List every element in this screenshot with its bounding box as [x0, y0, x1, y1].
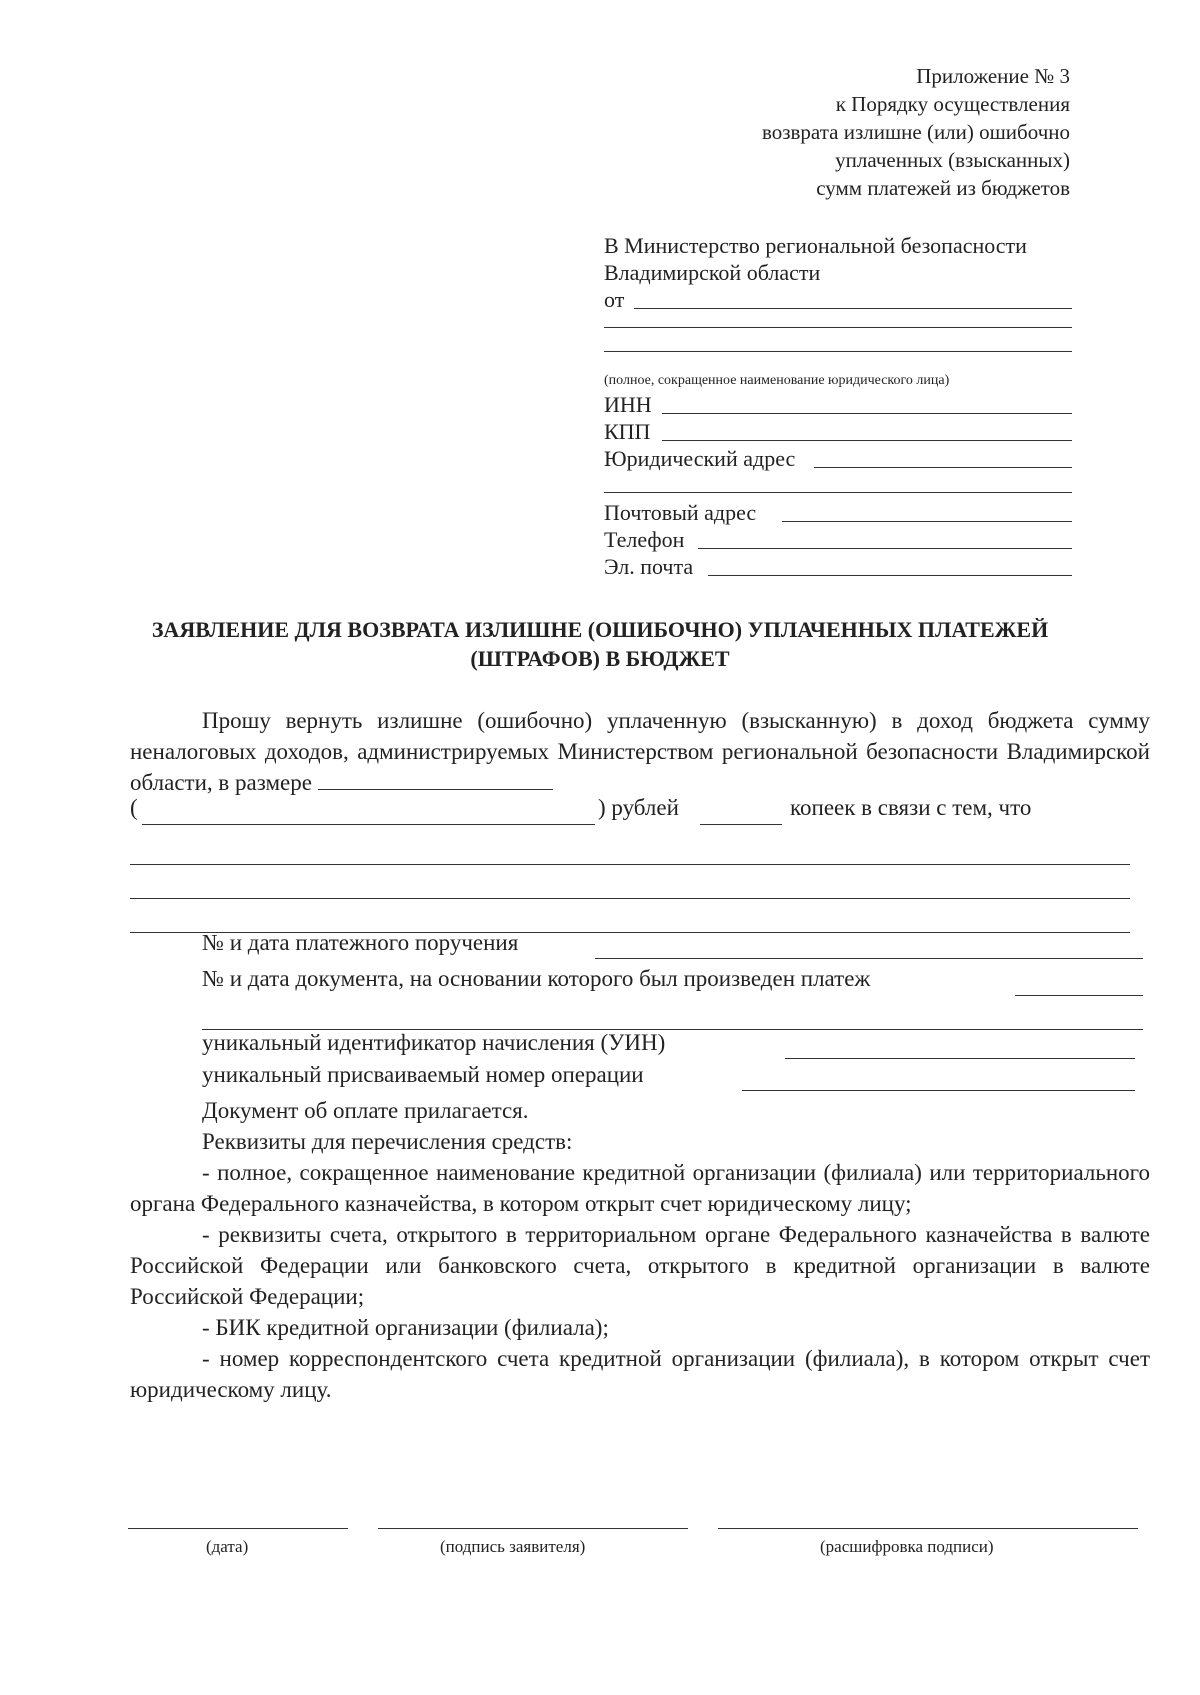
appendix-line: сумм платежей из бюджетов — [816, 176, 1070, 200]
from-blank-line[interactable] — [634, 308, 1072, 309]
postal-address-label: Почтовый адрес — [604, 500, 757, 525]
appendix-line: Приложение № 3 — [916, 64, 1070, 88]
legal-address-field[interactable] — [604, 445, 1074, 472]
name-blank-line[interactable] — [604, 351, 1072, 352]
from-label: от — [604, 287, 625, 312]
inn-field[interactable] — [604, 391, 1074, 418]
postal-address-blank-line[interactable] — [782, 521, 1072, 522]
signature-decoding-blank-line[interactable] — [718, 1528, 1138, 1529]
appendix-header — [762, 62, 1070, 202]
requisite-item: - реквизиты счета, открытого в территориальном органе Федерального казначейства в валюте Российской Федерации или банковского счета, открытого в кредитной организации в валюте Российской Федерации; — [130, 1222, 1150, 1309]
postal-address-field[interactable] — [604, 499, 1074, 526]
paren-open: ( — [130, 795, 138, 820]
legal-address-blank-line[interactable] — [604, 492, 1072, 493]
appendix-line: уплаченных (взысканных) — [835, 148, 1070, 172]
document-basis-label: № и дата документа, на основании которого был произведен платеж — [202, 966, 871, 991]
amount-words-blank-line[interactable] — [142, 824, 595, 825]
kpp-blank-line[interactable] — [662, 440, 1072, 441]
kpp-label: КПП — [604, 419, 651, 444]
name-field-line[interactable] — [604, 340, 1074, 367]
name-field-line[interactable] — [604, 313, 1074, 340]
reason-blank-line[interactable] — [130, 864, 1130, 865]
appendix-line: возврата излишне (или) ошибочно — [761, 120, 1070, 144]
name-caption: (полное, сокращенное наименование юридического лица) — [604, 373, 950, 388]
legal-address-label: Юридический адрес — [604, 446, 796, 471]
request-text: Прошу вернуть излишне (ошибочно) уплаченную (взысканную) в доход бюджета сумму неналоговых доходов, администрируемых Министерством региональной безопасности Владимирской области, в размере — [130, 708, 1150, 795]
payment-order-label: № и дата платежного поручения — [202, 930, 519, 955]
reason-blank-line[interactable] — [130, 898, 1130, 899]
rubles-text: ) рублей — [598, 795, 679, 820]
email-blank-line[interactable] — [708, 575, 1072, 576]
email-field[interactable] — [604, 553, 1074, 580]
from-field[interactable] — [604, 286, 1074, 313]
phone-field[interactable] — [604, 526, 1074, 553]
request-paragraph — [130, 705, 1150, 798]
kopecks-text: копеек в связи с тем, что — [790, 795, 1032, 820]
requisites-block — [130, 1095, 1150, 1405]
date-blank-line[interactable] — [128, 1528, 348, 1529]
addressee-block — [604, 232, 1074, 580]
addressee-region: Владимирской области — [604, 260, 821, 285]
requisite-item: - БИК кредитной организации (филиала); — [202, 1315, 609, 1340]
document-title — [120, 615, 1080, 673]
inn-label: ИНН — [604, 392, 652, 417]
requisite-item: - полное, сокращенное наименование кредитной организации (филиала) или территориального органа Федерального казначейства, в котором открыт счет юридическому лицу; — [130, 1160, 1150, 1216]
requisites-header: Реквизиты для перечисления средств: — [202, 1129, 573, 1154]
document-basis-blank-line[interactable] — [1015, 995, 1143, 996]
amount-blank-line[interactable] — [318, 769, 553, 790]
addressee-line — [604, 232, 1074, 259]
signature-decoding-caption: (расшифровка подписи) — [820, 1537, 994, 1556]
name-blank-line[interactable] — [604, 327, 1072, 328]
payment-order-blank-line[interactable] — [595, 958, 1143, 959]
addressee-line — [604, 259, 1074, 286]
inn-blank-line[interactable] — [662, 413, 1072, 414]
legal-address-blank-line[interactable] — [814, 467, 1072, 468]
addressee-ministry: В Министерство региональной безопасности — [604, 233, 1027, 258]
signature-blank-line[interactable] — [378, 1528, 688, 1529]
operation-number-blank-line[interactable] — [742, 1090, 1135, 1091]
title-line-1: ЗАЯВЛЕНИЕ ДЛЯ ВОЗВРАТА ИЗЛИШНЕ (ОШИБОЧНО) УПЛАЧЕННЫХ ПЛАТЕЖЕЙ — [151, 617, 1049, 642]
signature-caption: (подпись заявителя) — [440, 1537, 586, 1556]
appendix-line: к Порядку осуществления — [835, 92, 1070, 116]
attached-note: Документ об оплате прилагается. — [202, 1098, 529, 1123]
phone-blank-line[interactable] — [698, 548, 1072, 549]
phone-label: Телефон — [604, 527, 685, 552]
uin-label: уникальный идентификатор начисления (УИН) — [202, 1030, 666, 1055]
title-line-2: (ШТРАФОВ) В БЮДЖЕТ — [470, 646, 730, 671]
requisite-item: - номер корреспондентского счета кредитной организации (филиала), в котором открыт счет юридическому лицу. — [130, 1346, 1150, 1402]
date-caption: (дата) — [206, 1537, 249, 1556]
legal-address-continuation[interactable] — [604, 472, 1074, 499]
email-label: Эл. почта — [604, 554, 694, 579]
kpp-field[interactable] — [604, 418, 1074, 445]
operation-number-label: уникальный присваиваемый номер операции — [202, 1062, 644, 1087]
uin-blank-line[interactable] — [785, 1058, 1135, 1059]
kopecks-blank-line[interactable] — [700, 824, 782, 825]
